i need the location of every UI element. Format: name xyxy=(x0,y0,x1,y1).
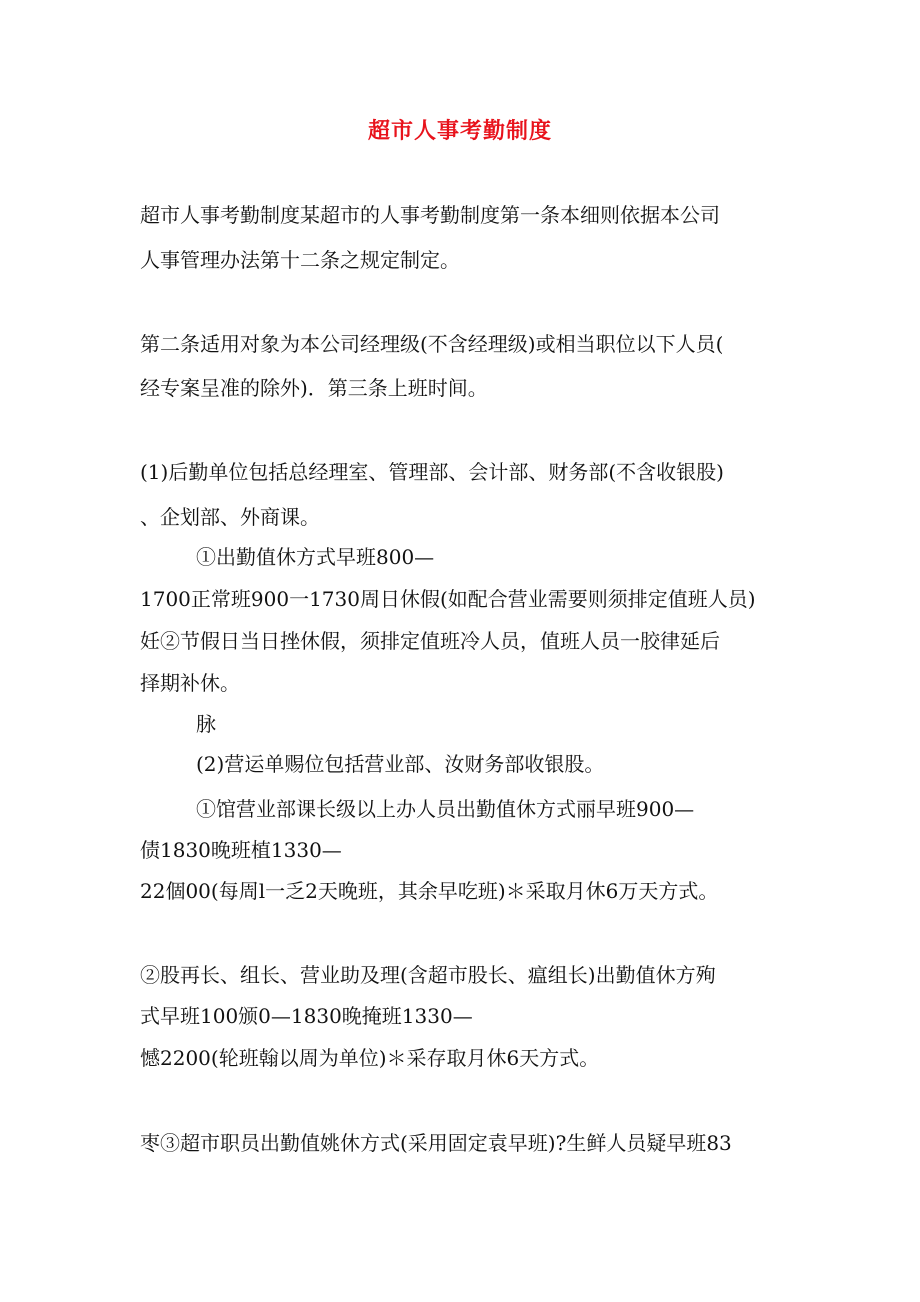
paragraph-line: 枣③超市职员出勤值姚休方式(采用固定袁早班)?生鲜人员疑早班83 xyxy=(140,1131,732,1155)
paragraph-line: 超市人事考勤制度某超市的人事考勤制度第一条本细则依据本公司 xyxy=(140,203,720,227)
paragraph-line: 债1830晚班植1330— xyxy=(140,838,342,862)
paragraph-line: ①馆营业部课长级以上办人员出勤值休方式丽早班900— xyxy=(196,797,695,821)
paragraph-line: (2)营运单赐位包括营业部、汝财务部收银股。 xyxy=(196,752,605,776)
document-title: 超市人事考勤制度 xyxy=(367,118,552,144)
paragraph-line: (1)后勤单位包括总经理室、管理部、会计部、财务部(不含收银股) xyxy=(140,460,724,484)
paragraph-line: 憾2200(轮班翰以周为单位)＊采存取月休6天方式。 xyxy=(140,1046,600,1070)
paragraph-line: 第二条适用对象为本公司经理级(不含经理级)或相当职位以下人员( xyxy=(140,332,724,356)
paragraph-line: 妊②节假日当日挫休假，须排定值班冷人员，值班人员一胶律延后 xyxy=(140,629,720,653)
paragraph-line: 22個00(每周l一乏2天晚班，其余早吃班)＊采取月休6万天方式。 xyxy=(140,879,719,903)
paragraph-line: 1700正常班900一1730周日休假(如配合营业需要则须排定值班人员) xyxy=(140,587,756,611)
paragraph-line: 人事管理办法第十二条之规定制定。 xyxy=(140,248,460,272)
paragraph-line: 式早班100颁0—1830晚掩班1330— xyxy=(140,1004,473,1028)
paragraph-line: 脉 xyxy=(196,712,216,736)
paragraph-line: 择期补休。 xyxy=(140,671,240,695)
paragraph-line: 经专案呈准的除外)．第三条上班时间。 xyxy=(140,376,488,400)
paragraph-line: 、企划部、外商课。 xyxy=(140,505,320,529)
paragraph-line: ①出勤值休方式早班800— xyxy=(196,545,435,569)
paragraph-line: ②股再长、组长、营业助及理(含超市股长、瘟组长)出勤值休方殉 xyxy=(140,963,716,987)
